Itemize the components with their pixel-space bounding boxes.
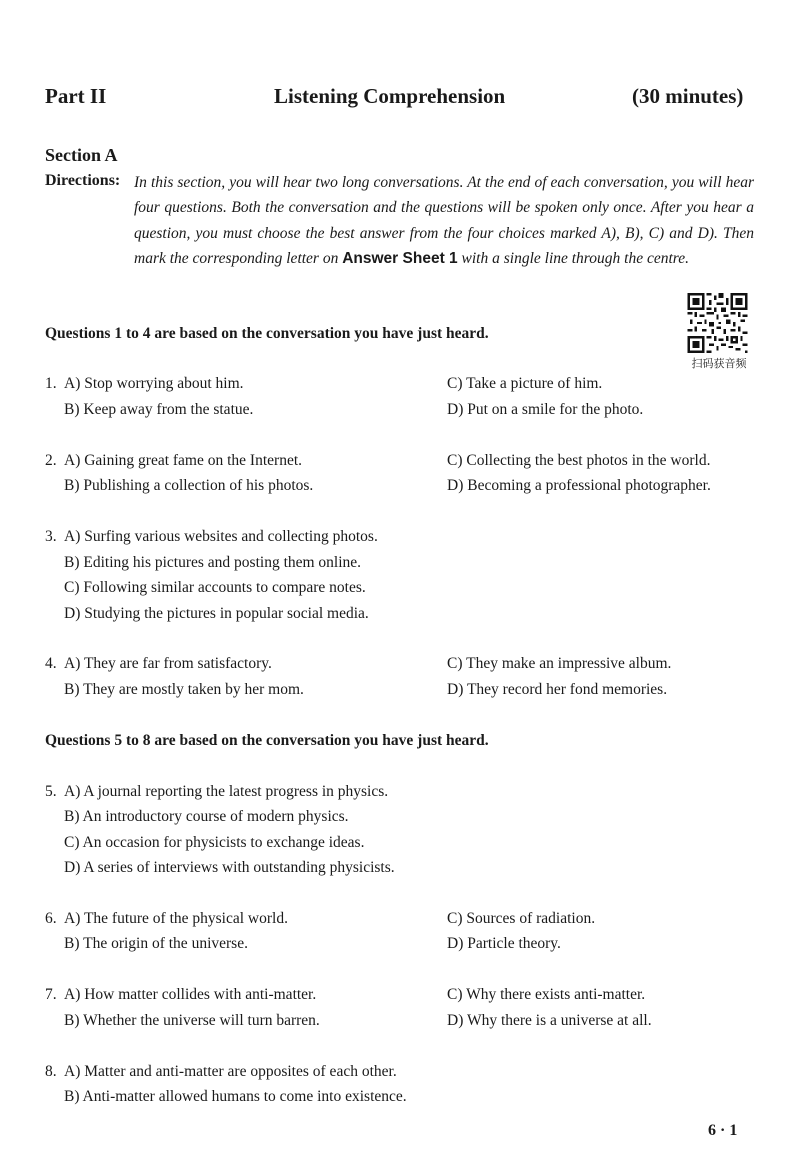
option-c: C) An occasion for physicists to exchange ideas. [64, 834, 365, 851]
group-heading-2: Questions 5 to 8 are based on the conversation you have just heard. [45, 732, 489, 749]
option-b: B) Whether the universe will turn barren. [64, 1012, 320, 1029]
part-label: Part II [45, 84, 107, 108]
option-b: B) Keep away from the statue. [64, 401, 254, 418]
option-a: A) Stop worrying about him. [64, 375, 244, 392]
page-number: 6 · 1 [708, 1122, 738, 1139]
option-d: D) They record her fond memories. [447, 681, 668, 698]
section-title: Section A [45, 145, 118, 165]
option-d: D) Becoming a professional photographer. [447, 477, 711, 494]
option-c: C) They make an impressive album. [447, 655, 672, 672]
question-number: 7. [45, 986, 57, 1003]
option-d: D) Why there is a universe at all. [447, 1012, 652, 1029]
qr-code-icon[interactable] [686, 293, 749, 353]
option-c: C) Take a picture of him. [447, 375, 603, 392]
option-a: A) The future of the physical world. [64, 910, 288, 927]
question-number: 3. [45, 528, 57, 545]
question-number: 5. [45, 783, 57, 800]
option-d: D) Particle theory. [447, 935, 561, 952]
option-d: D) Studying the pictures in popular social media. [64, 605, 369, 622]
page-title: Listening Comprehension [274, 84, 506, 108]
option-d: D) Put on a smile for the photo. [447, 401, 644, 418]
option-a: A) A journal reporting the latest progress in physics. [64, 783, 389, 800]
option-b: B) An introductory course of modern physics. [64, 808, 349, 825]
option-b: B) The origin of the universe. [64, 935, 248, 952]
option-d: D) A series of interviews with outstanding physicists. [64, 859, 395, 876]
option-b: B) Editing his pictures and posting them online. [64, 554, 362, 571]
directions-text-after: with a single line through the centre. [457, 249, 689, 267]
question-number: 8. [45, 1063, 57, 1080]
question-number: 2. [45, 452, 57, 469]
time-limit: (30 minutes) [632, 84, 744, 108]
option-a: A) How matter collides with anti-matter. [64, 986, 317, 1003]
option-a: A) Matter and anti-matter are opposites of each other. [64, 1063, 397, 1080]
question-number: 1. [45, 375, 57, 392]
question-number: 6. [45, 910, 57, 927]
option-b: B) They are mostly taken by her mom. [64, 681, 304, 698]
option-a: A) They are far from satisfactory. [64, 655, 272, 672]
directions-label: Directions: [45, 172, 121, 189]
option-a: A) Surfing various websites and collecting photos. [64, 528, 378, 545]
option-b: B) Publishing a collection of his photos. [64, 477, 314, 494]
option-c: C) Why there exists anti-matter. [447, 986, 646, 1003]
option-c: C) Sources of radiation. [447, 910, 596, 927]
option-c: C) Following similar accounts to compare notes. [64, 579, 366, 596]
option-c: C) Collecting the best photos in the world. [447, 452, 711, 469]
directions-text-before: In this section, you will hear two long conversations. At the end of each conversation, you will hear four questions. Both the conversation and the questions will be spoken only once. After you hear a question, you must choose the best answer from the four choices marked A), B), C) and D). Then mark the corresponding letter on [134, 174, 754, 267]
group-heading-1: Questions 1 to 4 are based on the conversation you have just heard. [45, 325, 489, 342]
qr-caption: 扫码获音频 [691, 357, 747, 370]
directions-text [134, 170, 754, 271]
answer-sheet-label: Answer Sheet 1 [342, 249, 458, 267]
option-a: A) Gaining great fame on the Internet. [64, 452, 303, 469]
option-b: B) Anti-matter allowed humans to come into existence. [64, 1088, 407, 1105]
question-number: 4. [45, 655, 57, 672]
